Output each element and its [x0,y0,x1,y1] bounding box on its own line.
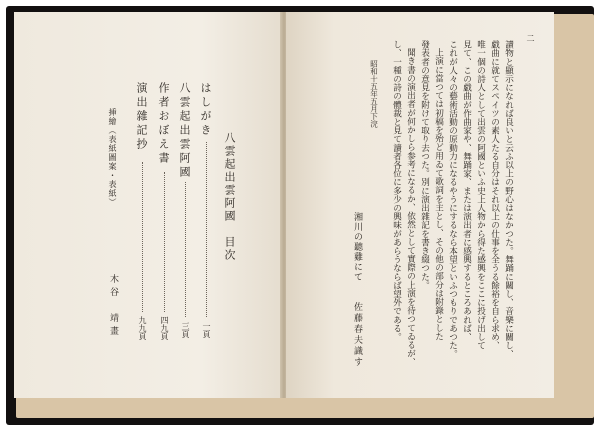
preface-author: 佐藤春夫識す [352,302,362,368]
toc-leader-dots [206,142,207,317]
toc-entry-page: 一頁 [202,322,211,338]
toc-entry-page: 三頁 [181,322,190,338]
preface-line: 發表者の意見を附けて取り去つた。別に演出雜記を書き綴つた。 [419,40,430,290]
preface-place: 湘川の聽雞にて [352,212,362,282]
page-number: 二 [526,34,535,42]
toc-page [14,12,282,398]
toc-entry-page: 九九頁 [138,316,147,340]
toc-entry-label: 作者おぼえ書 [157,82,170,166]
preface-page [286,12,554,398]
preface-line: 唯一個の詩人として出雲の阿國といふ史上人物から得た感興をここに投げ出して [475,40,486,350]
preface-line: これが人々の藝術活動の原動力になるやうにするなら本望といふつもりであつた。 [447,40,458,359]
illustration-note: 挿繪（表紙圖案・表紙） [108,108,117,207]
preface-line: 戯曲に就てスペイツの素人たる自分はそれ以上の仕事を全うる餘裕を自ら求め、 [489,40,500,350]
preface-line: し、一種の詩の體裁と見て讀者各位に多少の興味があらうならば望外である。 [391,40,402,341]
illustration-credit: 木谷 靖畫 [108,274,118,339]
preface-line: 見て、この戯曲が作曲家や、舞踊家、または演出者に感興するところあれば、 [461,40,472,341]
toc-header: 八雲起出雲阿國 目次 [223,132,236,262]
toc-entry-page: 四九頁 [160,316,169,340]
toc-leader-dots [142,162,143,312]
toc-leader-dots [185,182,186,317]
toc-entry-label: 八雲起出雲阿國 [178,82,191,180]
toc-leader-dots [164,172,165,312]
toc-entry-label: はしがき [199,82,212,138]
toc-entry-label: 演出雜記抄 [135,82,148,152]
preface-date: 昭和十五年五月下浣 [369,60,379,128]
preface-line: 聞き書の演出者が何かしら参考になるか、依然として實際の上演を待つてゐるが、 [405,48,416,367]
preface-line: 讀物と顯示になれば良いと云ふ以上の野心はなかつた。舞踊に關し、音樂に關し、 [503,40,514,359]
preface-line: 上演に當つては初稿を殆ど用ゐて歌詞を主とし、その他の部分は附錄とした [433,48,444,341]
